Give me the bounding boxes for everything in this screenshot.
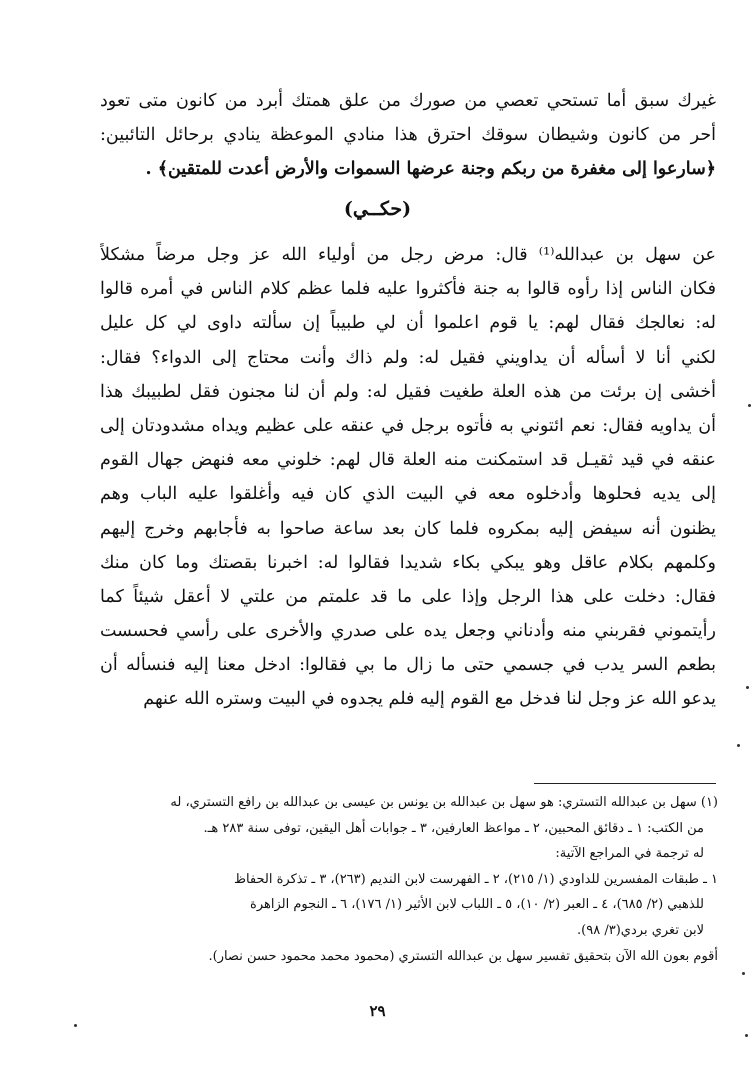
story-line: عن سهل بن عبدالله⁽¹⁾ قال: مرض رجل من أولياء الله عز وجل مرضاً مشكلاً bbox=[100, 245, 716, 265]
story-line: يدعو الله عز وجل لنا فدخل مع القوم إليه فلم يجدوه في البيت وستره الله عنهم bbox=[143, 689, 716, 710]
intro-text-block bbox=[100, 84, 716, 187]
footnote-separator bbox=[534, 783, 716, 784]
intro-line: غيرك سبق أما تستحي تعصي من صورك من علق همتك أبرد من كانون متى تعود bbox=[100, 91, 716, 111]
scan-speck bbox=[745, 1034, 748, 1037]
footnote-line: ١ ـ طبقات المفسرين للداودي (١/ ٢١٥)، ٢ ـ الفهرست لابن النديم (٢٦٣)، ٣ ـ تذكرة الحفاظ bbox=[233, 871, 718, 887]
footnote-line: لابن تغري بردي(٣/ ٩٨). bbox=[577, 922, 704, 938]
footnote-line: أقوم بعون الله الآن بتحقيق تفسير سهل بن عبدالله التستري (محمود محمد محمود حسن نصار). bbox=[208, 948, 718, 964]
scan-speck bbox=[737, 744, 740, 747]
story-line: يظنون أنه سيفض إليه بمكروه فلما كان بعد ساعة صاحوا به فأجابهم وخرج إليهم bbox=[100, 518, 716, 539]
footnotes-block bbox=[98, 790, 718, 969]
footnote-line: من الكتب: ١ ـ دقائق المحبين، ٢ ـ مواعظ العارفين، ٣ ـ جوابات أهل اليقين، توفى سنة ٢٨٣ هـ. bbox=[203, 820, 704, 836]
intro-line: أحر من كانون وشيطان سوقك احترق هذا منادي الموعظة ينادي برحائل التائبين: bbox=[100, 125, 716, 146]
quran-verse: ﴿سارعوا إلى مغفرة من ربكم وجنة عرضها السموات والأرض أعدت للمتقين﴾ . bbox=[145, 159, 716, 180]
scan-speck bbox=[748, 404, 751, 407]
footnote-line: (١) سهل بن عبدالله التستري: هو سهل بن عبدالله بن يونس بن عيسى بن عبدالله بن رافع التستري، له bbox=[170, 795, 718, 810]
story-line: عنقه في قيد ثقيـل قد استمكنت منه العلة قال لهم: خلوني معه فنهض جهال القوم bbox=[100, 450, 716, 471]
story-line: بطعم السر يدب في جسمي حتى ما زال ما بي فقالوا: ادخل معنا إليه فنسأله أن bbox=[100, 655, 716, 676]
story-line: له: نعالجك فقال لهم: يا قوم اعلموا أن لي طبيباً إن سألته داوى لي كل عليل bbox=[100, 313, 716, 334]
scan-speck bbox=[746, 686, 749, 689]
section-heading: (حكــي) bbox=[343, 198, 412, 220]
story-line: فقال: دخلت على هذا الرجل وإذا على ما قد علمتم من علتي لا أعقل شيئاً كما bbox=[100, 586, 716, 607]
footnote-line: للذهبي (٢/ ٦٨٥)، ٤ ـ العبر (٢/ ١٠)، ٥ ـ اللباب لابن الأثير (١/ ١٧٦)، ٦ ـ النجوم الزاهرة bbox=[250, 897, 704, 913]
story-line: فكان الناس إذا رأوه قالوا به جنة فأكثروا عليه فلما عظم كلام الناس في أمره قالوا bbox=[100, 279, 716, 300]
story-text-block bbox=[100, 238, 716, 717]
story-line: أن يداويه فقال: نعم ائتوني به فأتوه برجل في عنقه على عظيم ويداه مشدودتان إلى bbox=[100, 415, 716, 436]
footnote-line: له ترجمة في المراجع الآتية: bbox=[555, 846, 704, 862]
scan-speck bbox=[742, 972, 745, 975]
story-line: لكني أنا لا أسأله أن يداويني فقيل له: ولم ذاك وأنت محتاج إلى الدواء؟ فقال: bbox=[100, 347, 716, 368]
story-line: وكلمهم بكلام عاقل وهو يبكي بكاء شديدا فقالوا له: اخبرنا بقصتك وما كان منك bbox=[100, 552, 716, 573]
story-line: إلى يديه فحلوها وأدخلوه معه في البيت الذي كان فيه وأغلقوا عليه الباب وهم bbox=[100, 484, 716, 505]
page-number: ٢٩ bbox=[369, 1002, 386, 1020]
scan-speck bbox=[74, 1024, 77, 1027]
story-line: أخشى إن برئت من هذه العلة طغيت فقيل له: ولم أن لنا مجنون فقل لطبيبك هذا bbox=[100, 381, 716, 402]
story-line: رأيتموني فقربني منه وأدناني وجعل يده على صدري والأخرى على رأسي فحسست bbox=[100, 621, 716, 642]
